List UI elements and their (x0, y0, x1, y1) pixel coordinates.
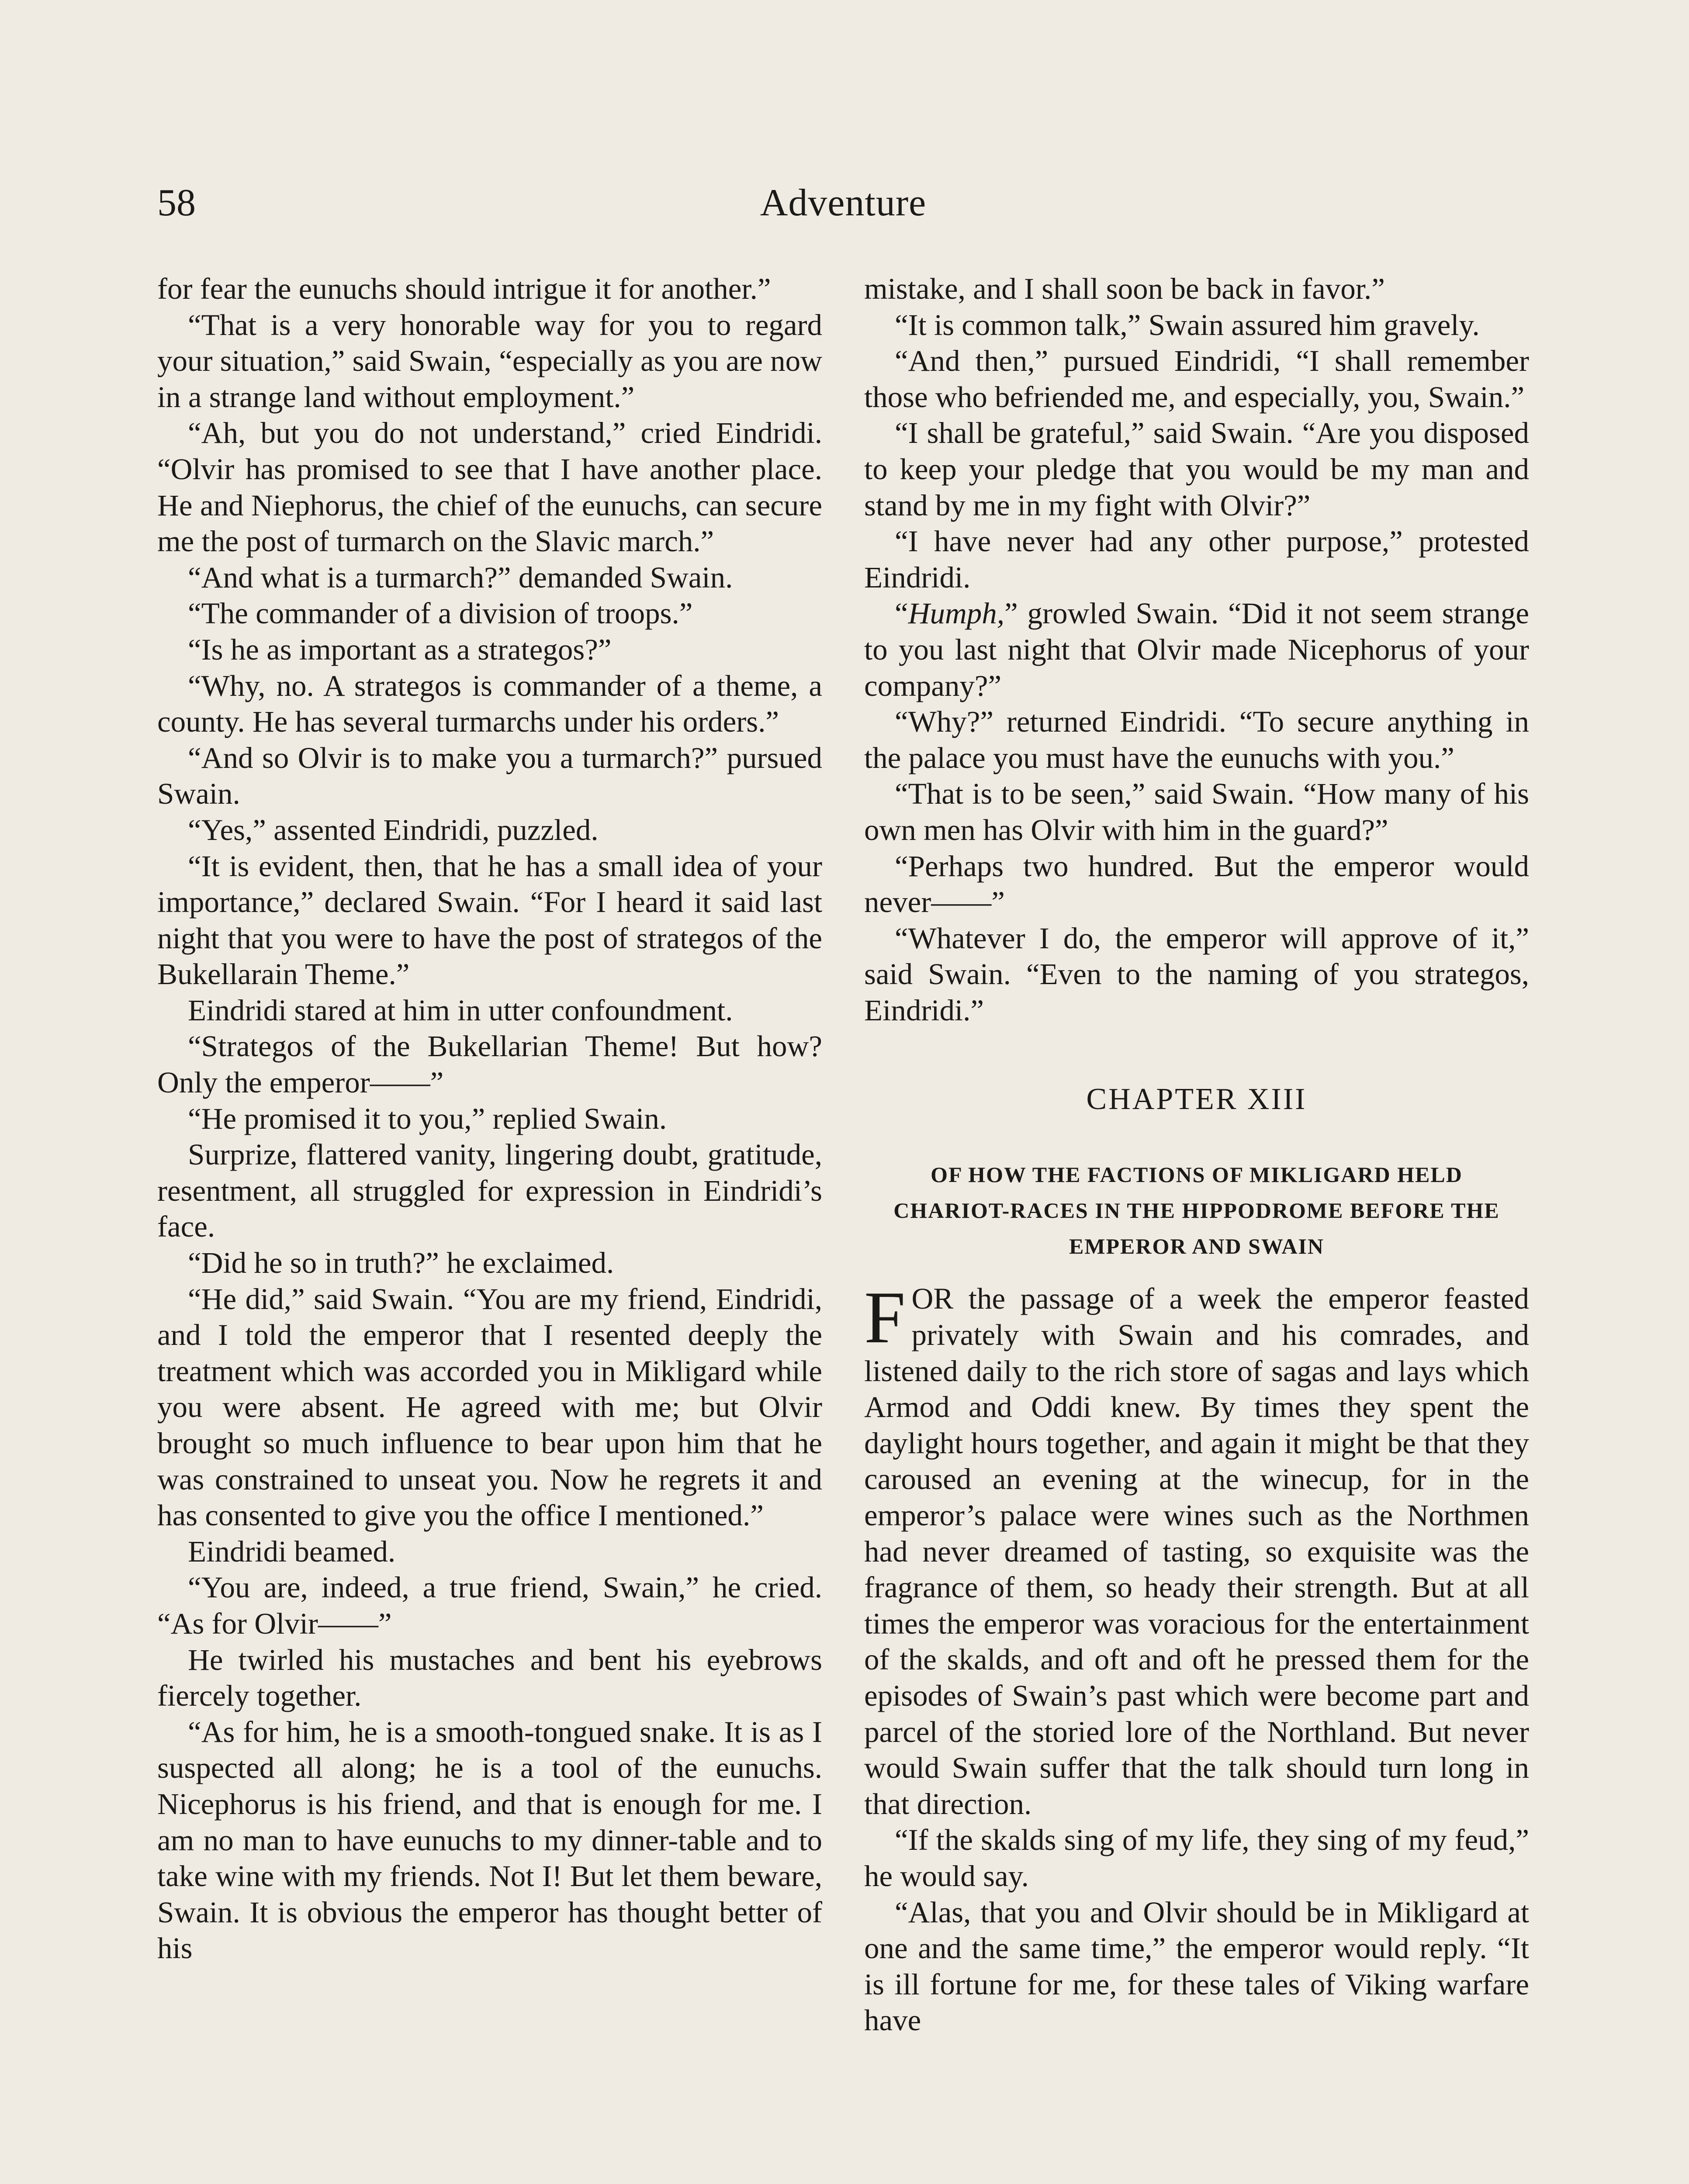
chapter-opening-paragraph (864, 1276, 1529, 1822)
chapter-subtitle: OF HOW THE FACTIONS OF MIKLIGARD HELD CHARIOT-RACES IN THE HIPPODROME BEFORE THE EMPEROR AND SWAIN (893, 1162, 1500, 1259)
paragraph: “And what is a turmarch?” demanded Swain. (188, 560, 733, 594)
paragraph-rest: ” growled Swain. “Did it not seem strange to you last night that Olvir made Nicephorus of your company?” (864, 597, 1529, 702)
opening-text: OR the passage of a week the emperor feasted privately with Swain and his comrades, and listened daily to the rich store of sagas and lays which Armod and Oddi knew. By times they spent the daylight hours together, and again it might be that they caroused an evening at the winecup, for in the emperor’s palace were wines such as the Northmen had never dreamed of tasting, so exquisite was the fragrance of them, so heady their strength. But at all times the emperor was voracious for the entertainment of the skalds, and oft and oft he pressed them for the episodes of Swain’s past which were become part and parcel of the storied lore of the Northland. But never would Swain suffer that the talk should turn long in that direction. (864, 1282, 1529, 1821)
paragraph: “That is a very honorable way for you to regard your situation,” said Swain, “especially as you are now in a strange land without employment.” (157, 308, 822, 414)
running-head: Adventure (760, 182, 927, 224)
paragraph: “Is he as important as a strategos?” (188, 632, 612, 666)
paragraph: Eindridi stared at him in utter confoundment. (188, 993, 733, 1027)
paragraph: “He promised it to you,” replied Swain. (188, 1102, 667, 1135)
paragraph: “It is common talk,” Swain assured him gravely. (895, 308, 1480, 342)
paragraph: “If the skalds sing of my life, they sing of my feud,” he would say. (864, 1823, 1529, 1893)
paragraph: “And then,” pursued Eindridi, “I shall remember those who befriended me, and especially, you, Swain.” (864, 344, 1529, 414)
left-column (157, 271, 822, 1966)
paragraph: “Strategos of the Bukellarian Theme! But how? Only the emperor——” (157, 1030, 822, 1099)
paragraph: “That is to be seen,” said Swain. “How many of his own men has Olvir with him in the guard?” (864, 777, 1529, 847)
humph-paragraph: “Humph,” growled Swain. “Did it not seem strange to you last night that Olvir made Nicephorus of your company?” (864, 597, 1529, 702)
paragraph: “Did he so in truth?” he exclaimed. (188, 1246, 614, 1280)
drop-cap: F (864, 1276, 906, 1359)
paragraph: “He did,” said Swain. “You are my friend, Eindridi, and I told the emperor that I resented deeply the treatment which was accorded you in Mikligard while you were absent. He agreed with me; but Olvir brought so much influence to bear upon him that he was constrained to unseat you. Now he regrets it and has consented to give you the office I mentioned.” (157, 1282, 822, 1532)
right-column (864, 271, 1529, 2039)
paragraph: “I have never had any other purpose,” protested Eindridi. (864, 525, 1529, 594)
paragraph: “Yes,” assented Eindridi, puzzled. (188, 813, 599, 847)
chapter-title: CHAPTER XIII (1086, 1082, 1307, 1116)
paragraph: “Why, no. A strategos is commander of a theme, a county. He has several turmarchs under his orders.” (157, 669, 822, 739)
paragraph: for fear the eunuchs should intrigue it for another.” (157, 272, 771, 305)
paragraph: “Alas, that you and Olvir should be in Mikligard at one and the same time,” the emperor would reply. “It is ill fortune for me, for these tales of Viking warfare have (864, 1895, 1529, 2037)
paragraph: “Whatever I do, the emperor will approve of it,” said Swain. “Even to the naming of you strategos, Eindridi.” (864, 921, 1529, 1027)
paragraph: “And so Olvir is to make you a turmarch?” pursued Swain. (157, 741, 822, 811)
paragraph: “As for him, he is a smooth-tongued snake. It is as I suspected all along; he is a tool of the eunuchs. Nicephorus is his friend, and that is enough for me. I am no man to have eunuchs to my dinner-table and to take wine with my friends. Not I! But let them beware, Swain. It is obvious the emperor has thought better of his (157, 1715, 822, 1965)
paragraph: “You are, indeed, a true friend, Swain,” he cried. “As for Olvir——” (157, 1571, 822, 1640)
paragraph: “The commander of a division of troops.” (188, 597, 693, 630)
paragraph: Eindridi beamed. (188, 1534, 396, 1568)
page-header (157, 175, 1529, 232)
page-number: 58 (157, 182, 196, 224)
paragraph: mistake, and I shall soon be back in favor.” (864, 272, 1385, 305)
paragraph: “Perhaps two hundred. But the emperor would never——” (864, 849, 1529, 919)
paragraph: “It is evident, then, that he has a small idea of your importance,” declared Swain. “For I heard it said last night that you were to have the post of strategos of the Bukellarain Theme.” (157, 849, 822, 991)
paragraph: He twirled his mustaches and bent his eyebrows fiercely together. (157, 1643, 822, 1713)
paragraph: “I shall be grateful,” said Swain. “Are you disposed to keep your pledge that you would be my man and stand by me in my fight with Olvir?” (864, 416, 1529, 522)
paragraph: “Why?” returned Eindridi. “To secure anything in the palace you must have the eunuchs with you.” (864, 705, 1529, 774)
paragraph: Surprize, flattered vanity, lingering doubt, gratitude, resentment, all struggled for expression in Eindridi’s face. (157, 1138, 822, 1244)
paragraph: “Ah, but you do not understand,” cried Eindridi. “Olvir has promised to see that I have another place. He and Niephorus, the chief of the eunuchs, can secure me the post of turmarch on the Slavic march.” (157, 416, 822, 558)
italic-word: Humph, (908, 597, 1005, 630)
